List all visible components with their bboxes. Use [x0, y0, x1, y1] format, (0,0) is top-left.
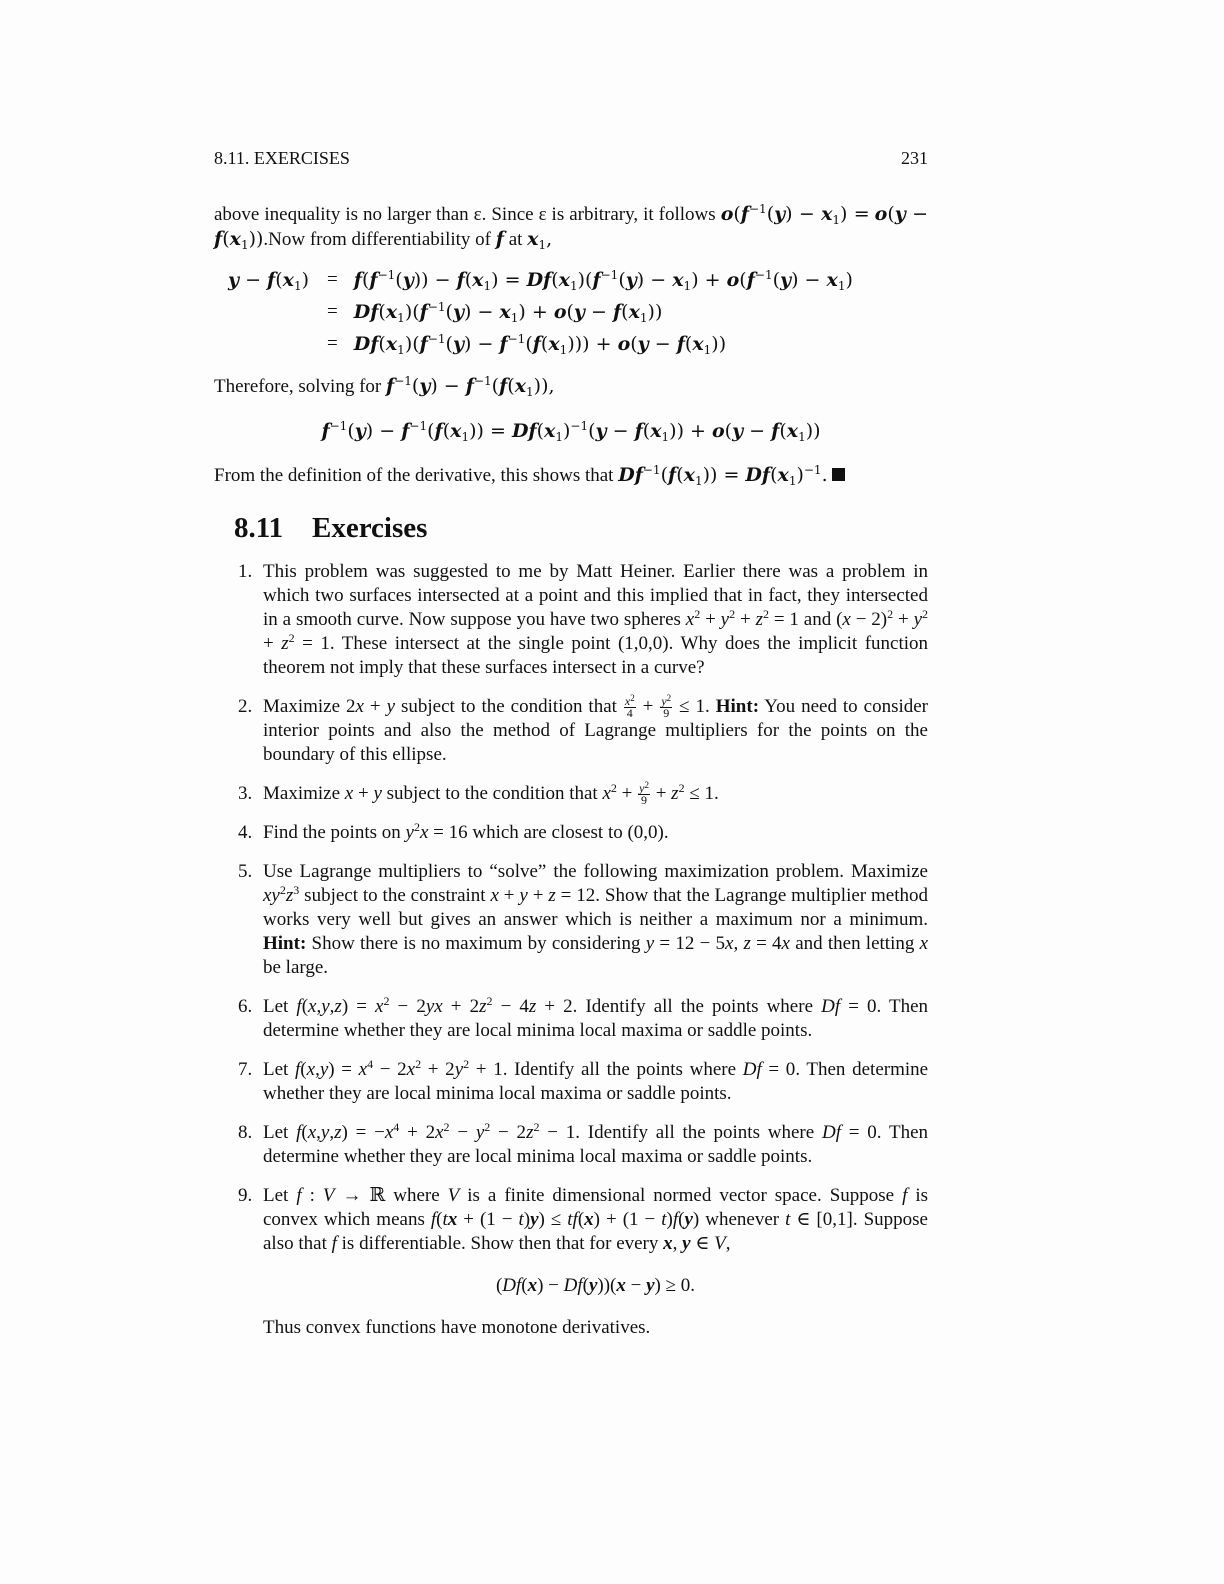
qed-square-icon [832, 468, 845, 481]
page [214, 148, 928, 1355]
exercise-item: 1. This problem was suggested to me by Matt Heiner. Earlier there was a problem in which two surfaces intersected at a point and this implied that in fact, they intersected in a smooth curve. Now suppose you have two spheres $x^2 + y^2 + z^2 = 1$ and $(x - 2)^2 + y^2 + z^2 = 1$. These intersect at the single point (1,0,0). Why does the implicit function theorem not imply that these surfaces intersect in a curve? [238, 561, 929, 678]
display-equation: $f^{-1}(y) - f^{-1}(f(x_1)) = Df(x_1)^{-1}(y - f(x_1)) + o(y - f(x_1))$ [321, 419, 821, 444]
section-title: Exercises [312, 512, 428, 544]
display-equation: (Df(x) − Df(y))(x − y) ≥ 0. [495, 1275, 696, 1297]
header-section: 8.11. EXERCISES [214, 148, 350, 168]
exercise-item: 2. Maximize 2x + y subject to the condition that $\frac{x^2}{4}$ + $\frac{y^2}{9}$ ≤ 1. Hint: You need to consider interior points and also the method of Lagrange multipliers for the points on the boundary of this ellipse. [238, 693, 929, 766]
aligned-equations [228, 264, 853, 360]
exercise-list [214, 560, 928, 1340]
section-number: 8.11 [234, 512, 284, 544]
equation-row: = $Df(x_1)(f^{-1}(y) - x_1) + o(y - f(x_1))$ [327, 300, 663, 325]
math-inline: $o(f^{-1}(y) - x_1)$ = [720, 202, 870, 227]
section-heading [234, 512, 928, 548]
exercise-item: 6. Let $f(x,y,z) = x^2 - 2yx + 2z^2 - 4z + 2$. Identify all the points where Df = 0. Then determine whether they are local minima local maxima or saddle points. [238, 994, 929, 1042]
running-header [214, 148, 928, 172]
conclusion-paragraph: From the definition of the derivative, this shows that $Df^{-1}(f(x_1)) = Df(x_1)^{-1}$. [214, 463, 928, 488]
exercise-item: 3. Maximize x + y subject to the condition that $x^2$ + $\frac{y^2}{9}$ + $z^2 \le 1$. [238, 780, 719, 808]
header-page-number: 231 [901, 148, 928, 168]
equation-row: $y - f(x_1)$ = $f(f^{-1}(y)) - f(x_1) = Df(x_1)(f^{-1}(y) - x_1) + o(f^{-1}(y) - x_1)$ [228, 268, 853, 293]
exercise-item: 4. Find the points on $y^2x = 16$ which are closest to (0,0). [238, 820, 669, 844]
exercise-item: 7. Let $f(x,y) = x^4 - 2x^2 + 2y^2 + 1$. Identify all the points where Df = 0. Then determine whether they are local minima local maxima or saddle points. [238, 1057, 929, 1105]
intro-paragraph: above inequality is no larger than ε. Since ε is arbitrary, it follows $o(f^{-1}(y) - x_1) = o(y - f(x_1)).Now$ from differentiability of f at $x_1$, [214, 202, 929, 252]
exercise-item: 8. Let $f(x,y,z) = -x^4 + 2x^2 - y^2 - 2z^2 - 1$. Identify all the points where Df = 0. Then determine whether they are local minima local maxima or saddle points. [238, 1120, 929, 1168]
equation-row: = $Df(x_1)(f^{-1}(y) - f^{-1}(f(x_1))) + o(y - f(x_1))$ [327, 332, 727, 357]
exercise-item: 9. Let f : V → ℝ where V is a finite dimensional normed vector space. Suppose f is convex which means f(tx + (1 − t)y) ≤ tf(x) + (1 − t)f(y) whenever t ∈ [0,1]. Suppose also that f is differentiable. Show then that for every x, y ∈ V, (Df(x) − Df(y))(x − y) ≥ 0. Thus convex functions have monotone derivatives. [238, 1185, 929, 1339]
solving-paragraph: Therefore, solving for $f^{-1}(y) - f^{-1}(f(x_1))$, [214, 374, 555, 399]
exercise-item: 5. Use Lagrange multipliers to “solve” the following maximization problem. Maximize $xy^2z^3$ subject to the constraint x + y + z = 12. Show that the Lagrange multiplier method works very well but gives an answer which is neither a maximum nor a minimum. Hint: Show there is no maximum by considering y = 12 − 5x, z = 4x and then letting x be large. [238, 861, 929, 979]
